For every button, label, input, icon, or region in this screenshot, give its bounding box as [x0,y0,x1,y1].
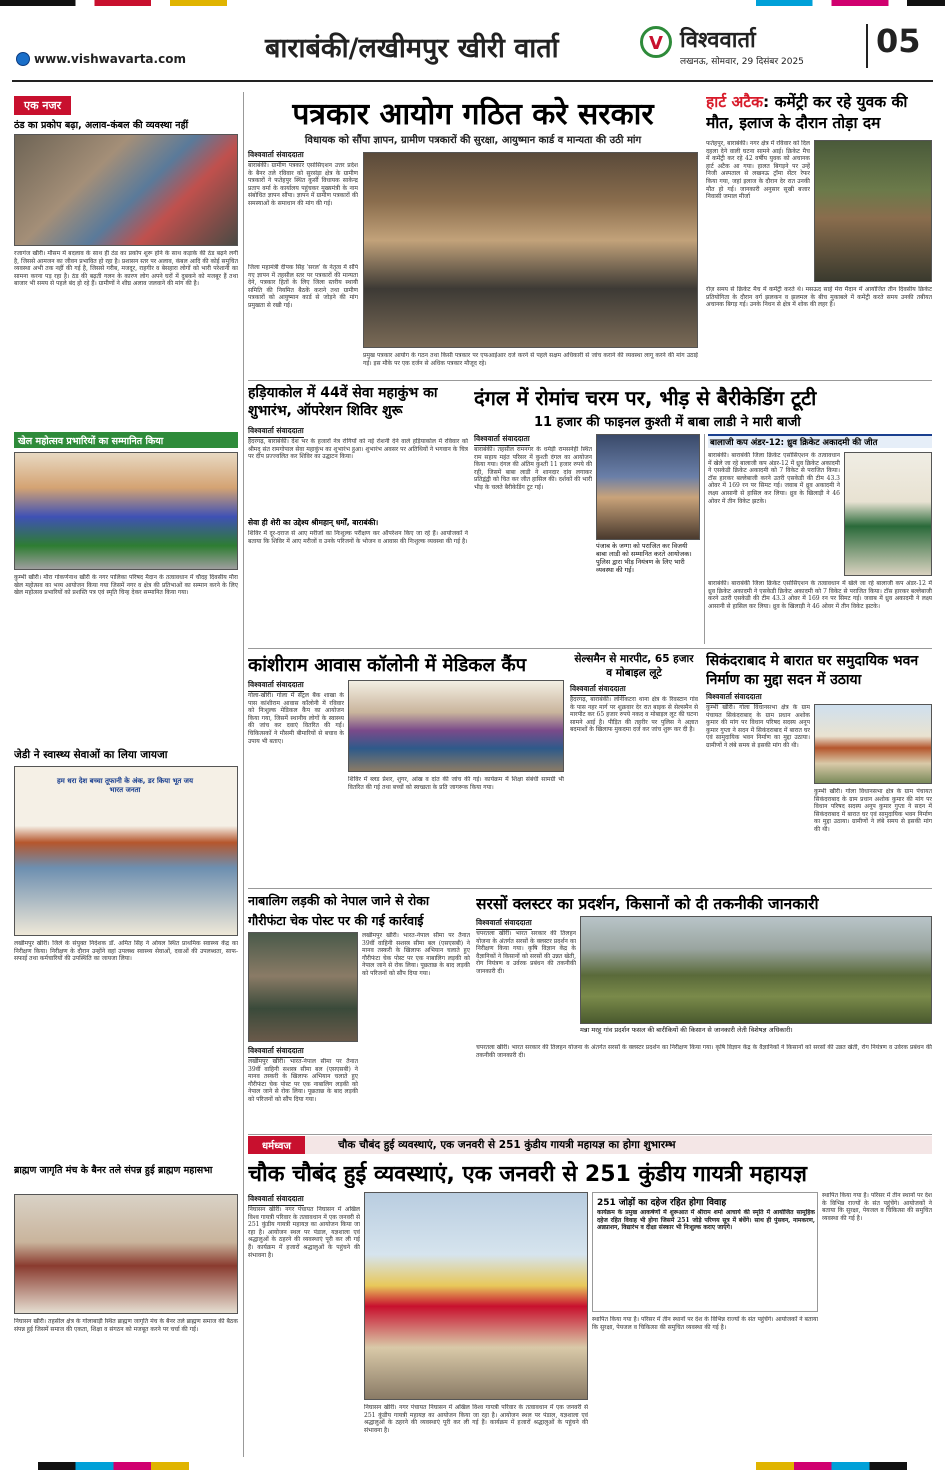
story1-body: रजागंज खीरी। मौसम में बदलाव के साथ ही ठंड का प्रकोप शुरू होने के साथ कड़ाके की ठंड बढ़ने लगी है, जिससे आमजन का जीवन प्रभावित हो रहा है। प्रशासन स्तर पर अलाव, कंबल आदि की कोई समुचित व्यवस्था अभी तक नहीं की गई है, जिससे गरीब, मजदूर, राहगीर व बेसहारा लोगों को भारी परेशानी का सामना करना पड़ रहा है। ठंड की बढ़ती गलन के कारण लोग अपने घरों में दुबकने को मजबूर हैं तथा बाजार भी समय से पहले बंद हो रहे हैं। ग्रामीणों ने शीघ्र अलाव जलवाने की मांग की है। [14,250,238,288]
gayatri-kicker: चौक चौबंद हुई व्यवस्थाएं, एक जनवरी से 251 कुंडीय गायत्री महायज्ञ का होगा शुभारम्भ [338,1139,676,1151]
row-rule-4 [248,1134,932,1135]
story4-body: निघासन खीरी। तहसील क्षेत्र के गोलाबाड़ी स्थित ब्राह्मण जागृति मंच के बैनर तले ब्राह्मण समाज की बैठक संपन्न हुई जिसमें समाज की एकता, शिक्षा व संगठन को मजबूत करने पर चर्चा की गई। [14,1318,238,1333]
brand-name: विश्ववार्ता [680,28,756,53]
lead-story [248,92,698,377]
lead-body-2: जिला महामंत्री दीपक सिंह 'सरल' के नेतृत्व में सौंपे गए ज्ञापन में तहसील स्तर पर पत्रकारों की मान्यता देने, पत्रकार हितों के लिए जिला स्तरीय स्थायी समिति की नियमित बैठकें कराने तथा ग्रामीण पत्रकारों को आयुष्मान कार्ड से जोड़ने की मांग प्रमुखता से रखी गई। [248,264,358,309]
story2-headline: खेल महोत्सव प्रभारियों का सम्मानित किया [18,436,164,447]
nabalig-subhead: गौरीफंटा चेक पोस्ट पर की गई कार्रवाई [248,913,424,928]
dangal-story [474,384,932,646]
kanshiram-story [248,652,564,884]
story4-photo [14,1194,238,1314]
haiderganj-subhead: सेवा ही शेरी का उद्देश्य श्रीमहान् धर्मों, बाराबंकी। [248,518,379,527]
dangal-subhead: 11 हजार की फाइनल कुश्ती में बाबा लाडी ने मारी बाजी [534,415,801,430]
heart-headline-red: हार्ट अटैक [706,93,764,111]
heart-body-full: रोज़ समय से क्रिकेट मैच में कमेंट्री करते थे। मसऊद साहे मेरा मैदान में आयोजित तीन दिवसीय क्रिकेट प्रतियोगिता के दौरान वर्ग झलकन व झलमल के बीच मुकाबले में कमेंट्री करते समय उनकी तबीयत अचानक बिगड़ गई। उनके निधन से क्षेत्र में शोक की लहर है। [706,286,932,309]
heart-story [706,92,932,377]
brand-logo-icon: V [640,26,672,58]
registration-bar-bottom [0,1462,945,1470]
story1-photo [14,134,238,246]
kanshiram-headline: कांशीराम आवास कॉलोनी में मेडिकल कैंप [248,655,527,676]
haiderganj-body: हैदरगढ़, बाराबंकी। देश भर के हजारों नेत्र रोगियों को नई रोशनी देने वाले हड़ियाकोल में रविवार को श्रीमद् संत रामगोपाल सेवा महाकुंभ का शुभारंभ हुआ। शुभारंभ अवसर पर अतिथियों ने भगवान के चित्र पर दीप प्रज्ज्वलित कर शिविर का उद्घाटन किया। [248,438,468,461]
story2-headline-bar [14,432,238,448]
edition-title: बाराबंकी/लखीमपुर खीरी वार्ता [265,33,559,64]
gayatri-kicker-bar [248,1136,932,1154]
story3-photo [14,766,238,936]
sarso-photo [580,916,932,1024]
kanshiram-body-2: शिविर में ब्लड प्रेशर, शुगर, आंख व दांत की जांच की गई। कार्यक्रम में शिक्षा संबंधी सामग्री भी वितरित की गई तथा बच्चों को स्वच्छता के प्रति जागरूक किया गया। [348,776,564,791]
heart-headline-rest: : कमेंट्री कर रहे युवक की मौत, इलाज के दौरान तोड़ा दम [706,93,908,132]
cricket-photo [844,452,932,576]
kanshiram-photo [348,680,564,772]
heart-body: फतेहपुर, बाराबंकी। नगर क्षेत्र में रविवार को दिल दहला देने वाली घटना सामने आई। क्रिकेट मैच में कमेंट्री कर रहे 42 वर्षीय युवक को अचानक हार्ट अटैक आ गया। हालत बिगड़ने पर उन्हें निजी अस्पताल से लखनऊ ट्रॉमा सेंटर रेफर किया गया, जहां इलाज के दौरान देर रात उनकी मौत हो गई। जानकारी अनुसार सूखी बजार निवासी जमाल मीर्जा [706,140,810,201]
lead-headline: पत्रकार आयोग गठित करे सरकार [292,97,654,132]
heart-photo [814,140,932,282]
row-rule-1 [248,380,932,381]
globe-icon [16,52,30,66]
story3-body: लखीमपुर खीरी। जिले के संयुक्त निदेशक डॉ. अमित सिंह ने ओयल स्थित प्राथमिक स्वास्थ्य केंद्र का निरीक्षण किया। निरीक्षण के दौरान उन्होंने वहां उपलब्ध स्वास्थ्य सेवाओं, दवाओं की उपलब्धता, साफ-सफाई तथा कर्मचारियों की उपस्थिति का जायजा लिया। [14,940,238,963]
website-url[interactable]: www.vishwavarta.com [34,52,186,66]
sarso-desk: विश्ववार्ता संवाददाता [476,918,532,930]
haiderganj-story [248,384,468,646]
gayatri-body-2: स्थापित किया गया है। परिसर में तीन स्थानों पर देश के विभिन्न राज्यों के संत पहुंचेंगे। आयोजकों ने बताया कि सुरक्षा, पेयजल व चिकित्सा की समुचित व्यवस्था की गई है। [592,1316,818,1331]
dangal-headline: दंगल में रोमांच चरम पर, भीड़ से बैरीकेडिंग टूटी [474,386,817,410]
registration-bar-top [0,0,945,6]
nabalig-body: लखीमपुर खीरी। भारत-नेपाल सीमा पर तैनात 39वीं वाहिनी सशस्त्र सीमा बल (एसएसबी) ने मानव तस्करी के खिलाफ अभियान चलाते हुए गौरीफंटा चेक पोस्ट पर एक नाबालिग लड़की को नेपाल जाने से रोक लिया। पूछताछ के बाद लड़की को परिजनों को सौंप दिया गया। [248,1058,358,1103]
page-divider [866,24,868,68]
dangal-photo [596,434,700,540]
cricket-headline: बालाजी कप अंडर-12: ध्रुव क्रिकेट अकादमी की जीत [710,438,878,448]
sikandrabad-story [706,652,932,884]
section-tag-ek-nazar: एक नजर [14,96,71,115]
sikandrabad-desk: विश्ववार्ता संवाददाता [706,692,762,704]
story3-banner: हम धरा देश बच्चा तूफानी के अंक, डर किया भूत जय भारत जनता [56,777,194,794]
nabalig-desk: विश्ववार्ता संवाददाता [248,1046,304,1058]
loot-headline: सेल्समैन से मारपीट, 65 हजार व मोबाइल लूटे [574,653,694,679]
dateline [680,54,804,67]
lead-desk: विश्ववार्ता संवाददाता [248,150,304,162]
lead-body-3: प्रमुख पत्रकार आयोग के गठन तथा किसी पत्रकार पर एफआईआर दर्ज करने से पहले सक्षम अधिकारी से जांच कराने की व्यवस्था लागू करने की मांग उठाई गई। इस मौके पर एक दर्जन से अधिक पत्रकार मौजूद रहे। [363,352,698,367]
sarso-body: चपरतला खीरी। भारत सरकार की तिलहन योजना के अंतर्गत सरसों के क्लस्टर प्रदर्शन का निरीक्षण किया गया। कृषि विज्ञान केंद्र के वैज्ञानिकों ने किसानों को सरसों की उन्नत खेती, रोग नियंत्रण व उर्वरक प्रबंधन की तकनीकी जानकारी दी। [476,930,576,975]
loot-story [570,652,698,884]
dangal-desk: विश्ववार्ता संवाददाता [474,434,530,446]
gayatri-body-photo-below: निघासन खीरी। नगर पंचायत निघासन में अखिल विश्व गायत्री परिवार के तत्वावधान में एक जनवरी से 251 कुंडीय गायत्री महायज्ञ का आयोजन किया जा रहा है। आयोजन स्थल पर पंडाल, यज्ञशाला एवं श्रद्धालुओं के ठहरने की व्यवस्थाएं पूरी कर ली गई हैं। कार्यक्रम में हजारों श्रद्धालुओं के पहुंचने की संभावना है। [364,1404,588,1434]
dangal-body: बाराबंकी। तहसील रामनगर के धमेड़ी रामसनेही स्थित राम सहाय महंत परिसर में कुश्ती दंगल का आयोजन किया गया। दंगल की अंतिम कुश्ती 11 हजार रुपये की रही, जिसमें बाबा लाडी ने शानदार दांव लगाकर प्रतिद्वंद्वी को चित कर जीत हासिल की। दर्शकों की भारी भीड़ के चलते बैरीकेडिंग टूट गई। [474,446,592,491]
sarso-caption: मन्ना मरहू गांव प्रदर्शन फसल की बारीकियों की किसान से जानकारी लेती विशेषज्ञ अधिकारी। [580,1026,793,1034]
dangal-caption: पंजाब के जग्गा को पराजित कर विजयी बाबा लाडी को सम्मानित करते आयोजक। पुलिस द्वारा भीड़ नियंत्रण के लिए भारी व्यवस्था की गई। [596,542,692,574]
haiderganj-body-2: शिविर में दूर-दराज से आए मरीजों का निःशुल्क परीक्षण कर ऑपरेशन किए जा रहे हैं। आयोजकों ने बताया कि शिविर में आए मरीजों व उनके परिजनों के भोजन व आवास की निःशुल्क व्यवस्था की गई है। [248,530,468,545]
kanshiram-body: गोला-खीरी। गोला में सेंट्रल बैंक शाखा के पास कांशीराम आवास कॉलोनी में रविवार को निःशुल्क मेडिकल कैंप का आयोजन किया गया, जिसमें स्थानीय लोगों के स्वास्थ्य की जांच कर दवाएं वितरित की गईं। चिकित्सकों ने मौसमी बीमारियों से बचाव के उपाय भी बताए। [248,692,344,745]
story2-body: कुम्भी खीरी। मौरा गोकर्णनाथ खीरी के नगर पालिका परिषद मैदान के तत्वावधान में चौदह दिवसीय मौरा खेल महोत्सव का भव्य आयोजन किया गया जिसमें नगर व क्षेत्र की प्रतिभाओं का सम्मान करने के लिए खेल महोत्सव प्रभारियों को प्रशस्ति पत्र एवं स्मृति चिन्ह देकर सम्मानित किया गया। [14,574,238,597]
lead-photo [363,152,698,348]
row-rule-3 [248,888,932,889]
story3-headline: जेडी ने स्वास्थ्य सेवाओं का लिया जायजा [14,749,168,761]
nabalig-photo [248,932,358,1042]
header-rule [12,80,933,82]
sikandrabad-body-2: कुम्भी खीरी। गोला विधानसभा क्षेत्र के ग्राम पंचायत सिकंदराबाद के ग्राम प्रधान अशोक कुमार की मांग पर विधान परिषद सदस्य अनूप कुमार गुप्ता ने सदन में सिकंदराबाद में बारात घर एवं सामुदायिक भवन निर्माण का मुद्दा उठाया। ग्रामीणों ने लंबे समय से इसकी मांग की थी। [814,788,932,833]
loot-body: हैदरगढ़, बाराबंकी। लोनीकटरा थाना क्षेत्र के रिवस्टान गांव के पास नहर मार्ग पर शुक्रवार देर रात बाइक से सेल्समैन से मारपीट कर 65 हजार रुपये नकद व मोबाइल लूट की घटना सामने आई है। पीड़ित की तहरीर पर पुलिस ने अज्ञात बदमाशों के खिलाफ मुकदमा दर्ज कर जांच शुरू कर दी है। [570,696,698,734]
row-rule-2 [248,648,932,649]
story4-headline: ब्राह्मण जागृति मंच के बैनर तले संपन्न हुई ब्राह्मण महासभा [14,1165,213,1176]
story2-photo [14,452,238,570]
cricket-body-more: बाराबंकी। बाराबंकी जिला क्रिकेट एसोसिएशन के तत्वावधान में खेले जा रहे बालाजी कप अंडर-12 में ध्रुव क्रिकेट अकादमी ने एसकेडी क्रिकेट अकादमी को 7 विकेट से पराजित किया। टॉस हारकर बल्लेबाजी करने उतरी एसकेडी की टीम 43.3 ओवर में 169 रन पर सिमट गई। जवाब में ध्रुव अकादमी ने लक्ष्य आसानी से हासिल कर लिया। ध्रुव के खिलाड़ी ने 46 ओवर में तीन विकेट झटके। [708,580,932,610]
gayatri-story [248,1136,932,1458]
gayatri-body-3: स्थापित किया गया है। परिसर में तीन स्थानों पर देश के विभिन्न राज्यों के संत पहुंचेंगे। आयोजकों ने बताया कि सुरक्षा, पेयजल व चिकित्सा की समुचित व्यवस्था की गई है। [822,1192,932,1222]
cricket-body: बाराबंकी। बाराबंकी जिला क्रिकेट एसोसिएशन के तत्वावधान में खेले जा रहे बालाजी कप अंडर-12 में ध्रुव क्रिकेट अकादमी ने एसकेडी क्रिकेट अकादमी को 7 विकेट से पराजित किया। टॉस हारकर बल्लेबाजी करने उतरी एसकेडी की टीम 43.3 ओवर में 169 रन पर सिमट गई। जवाब में ध्रुव अकादमी ने लक्ष्य आसानी से हासिल कर लिया। ध्रुव के खिलाड़ी ने 46 ओवर में तीन विकेट झटके। [708,452,840,505]
left-column [14,92,238,1457]
gayatri-kicker-tag: धर्मध्वज [248,1136,305,1154]
sikandrabad-headline: सिकंदराबाद मे बारात घर समुदायिक भवन निर्माण का मुद्दा सदन में उठाया [706,653,919,688]
sarso-story [476,892,932,1132]
date: सोमवार, 29 दिसंबर 2025 [711,57,804,67]
loot-desk: विश्ववार्ता संवाददाता [570,684,626,696]
haiderganj-desk: विश्ववार्ता संवाददाता [248,426,304,438]
page-number: 05 [876,22,921,60]
sarso-body-2: चपरतला खीरी। भारत सरकार की तिलहन योजना के अंतर्गत सरसों के क्लस्टर प्रदर्शन का निरीक्षण किया गया। कृषि विज्ञान केंद्र के वैज्ञानिकों ने किसानों को सरसों की उन्नत खेती, रोग नियंत्रण व उर्वरक प्रबंधन की तकनीकी जानकारी दी। [476,1044,932,1059]
gayatri-headline: चौक चौबंद हुई व्यवस्थाएं, एक जनवरी से 251 कुंडीय गायत्री महायज्ञ [248,1162,807,1187]
masthead [0,0,945,92]
nabalig-headline: नाबालिग लड़की को नेपाल जाने से रोका [248,893,430,908]
lead-subhead: विधायक को सौंपा ज्ञापन, ग्रामीण पत्रकारों की सुरक्षा, आयुष्मान कार्ड व मान्यता की उठी मांग [304,135,642,146]
cricket-story [708,434,932,646]
heart-headline [706,92,932,134]
nabalig-body-2: लखीमपुर खीरी। भारत-नेपाल सीमा पर तैनात 39वीं वाहिनी सशस्त्र सीमा बल (एसएसबी) ने मानव तस्करी के खिलाफ अभियान चलाते हुए गौरीफंटा चेक पोस्ट पर एक नाबालिग लड़की को नेपाल जाने से रोक लिया। पूछताछ के बाद लड़की को परिजनों को सौंप दिया गया। [362,932,470,977]
sikandrabad-photo [814,704,932,784]
nabalig-story [248,892,470,1132]
gayatri-desk: विश्ववार्ता संवाददाता [248,1194,304,1206]
lead-body-1: बाराबंकी। ग्रामीण पत्रकार एसोसिएशन उत्तर प्रदेश के बैनर तले रविवार को सुरसंड़ा क्षेत्र के ग्रामीण पत्रकारों ने फतेहपुर स्थित कुर्सी विधायक साकेन्द्र प्रताप वर्मा के कार्यालय पहुंचकर मुख्यमंत्री के नाम संबोधित ज्ञापन सौंपा। ज्ञापन में ग्रामीण पत्रकारों की समस्याओं के समाधान की मांग की गई। [248,162,358,207]
haiderganj-headline: हड़ियाकोल में 44वें सेवा महाकुंभ का शुभारंभ, ऑपरेशन शिविर शुरू [248,385,438,419]
dangal-cricket-rule [704,434,705,644]
gayatri-box-title: 251 जोड़ों का दहेज रहित होगा विवाह [597,1198,727,1208]
story1-headline: ठंड का प्रकोप बढ़ा, अलाव-कंबल की व्यवस्था नहीं [14,120,189,131]
gayatri-photo [364,1192,588,1400]
gayatri-box [592,1192,818,1312]
cricket-headline-bar [708,434,932,448]
city: लखनऊ, [680,57,709,67]
gayatri-body: निघासन खीरी। नगर पंचायत निघासन में अखिल विश्व गायत्री परिवार के तत्वावधान में एक जनवरी से 251 कुंडीय गायत्री महायज्ञ का आयोजन किया जा रहा है। आयोजन स्थल पर पंडाल, यज्ञशाला एवं श्रद्धालुओं के ठहरने की व्यवस्थाएं पूरी कर ली गई हैं। कार्यक्रम में हजारों श्रद्धालुओं के पहुंचने की संभावना है। [248,1206,360,1259]
gayatri-box-body: कार्यक्रम के प्रमुख आकर्षणों में शुरूआत में श्रीराम शर्मा आचार्य की स्मृति में आयोजित सामूहिक दहेज रहित विवाह भी होगा जिसमें 251 जोड़े परिणय सूत्र में बंधेंगे। साथ ही पुंसवन, नामकरण, अन्नप्राशन, विद्यारंभ व दीक्षा संस्कार भी निःशुल्क कराए जाएंगे। [597,1209,815,1232]
sarso-headline: सरसों क्लस्टर का प्रदर्शन, किसानों को दी तकनीकी जानकारी [476,895,819,913]
sikandrabad-body: कुम्भी खीरी। गोला विधानसभा क्षेत्र के ग्राम पंचायत सिकंदराबाद के ग्राम प्रधान अशोक कुमार की मांग पर विधान परिषद सदस्य अनूप कुमार गुप्ता ने सदन में सिकंदराबाद में बारात घर एवं सामुदायिक भवन निर्माण का मुद्दा उठाया। ग्रामीणों ने लंबे समय से इसकी मांग की थी। [706,704,810,749]
kanshiram-desk: विश्ववार्ता संवाददाता [248,680,304,692]
col-rule-1 [243,92,244,1457]
